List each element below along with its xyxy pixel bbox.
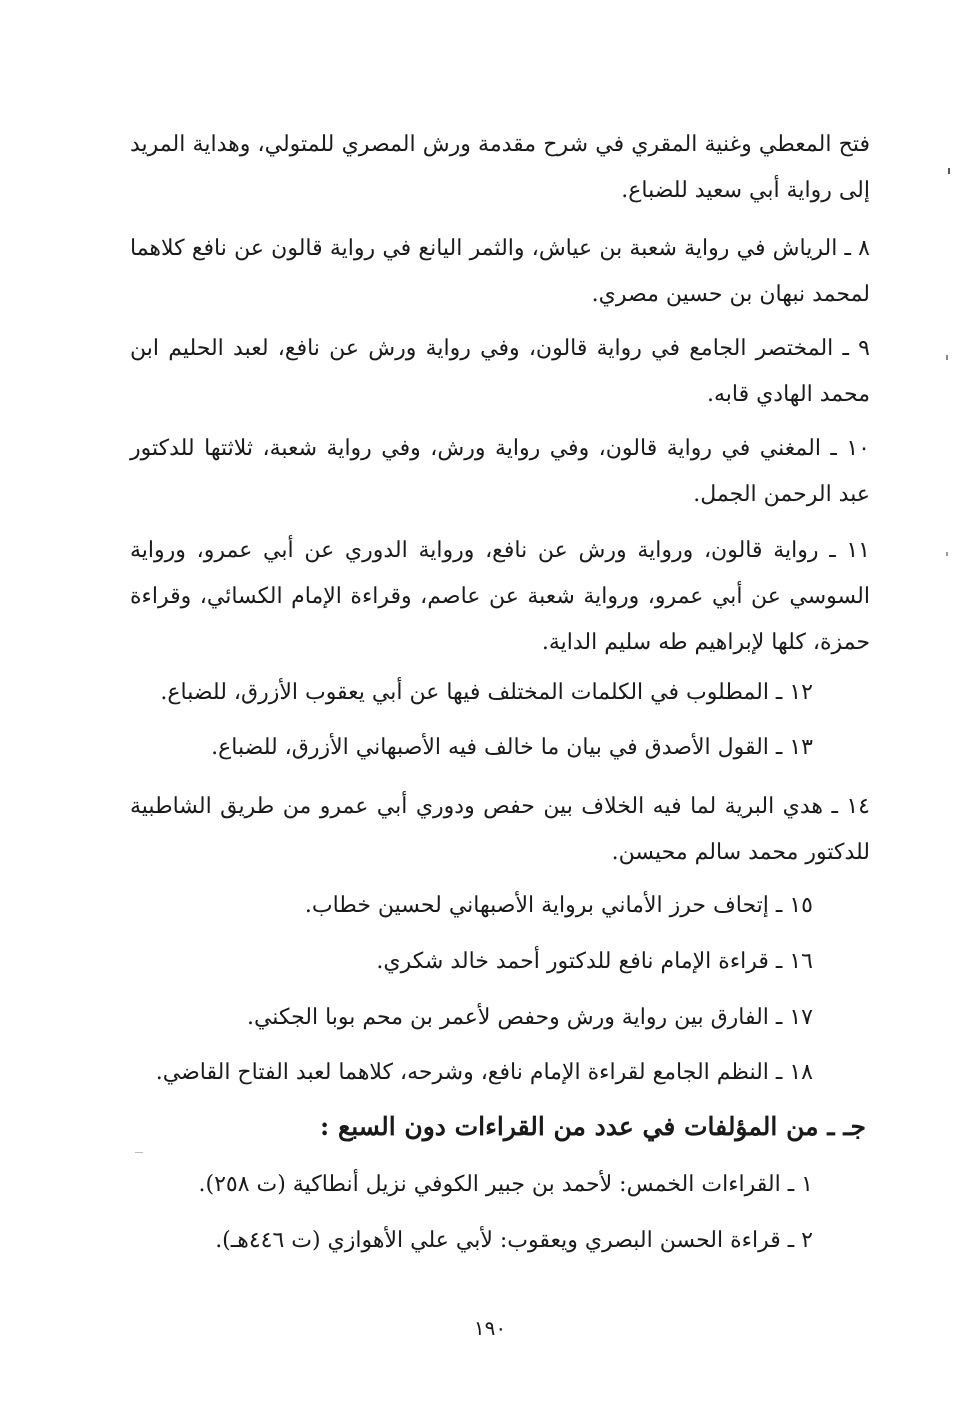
section-item-2: ٢ ـ قراءة الحسن البصري ويعقوب: لأبي علي الأهوازي (ت ٤٤٦هـ).: [215, 1228, 813, 1253]
margin-dash: [135, 1152, 143, 1153]
paragraph-item-16: ١٦ ـ قراءة الإمام نافع للدكتور أحمد خالد شكري.: [376, 949, 813, 974]
paragraph-item-9: ٩ ـ المختصر الجامع في رواية قالون، وفي رواية ورش عن نافع، لعبد الحليم ابن محمد الهادي قابه.: [130, 336, 870, 407]
paragraph-item-11: ١١ ـ رواية قالون، ورواية ورش عن نافع، ورواية الدوري عن أبي عمرو، ورواية السوسي عن أبي عمرو، ورواية شعبة عن عاصم، وقراءة الإمام الكسائي، وقراءة حمزة، كلها لإبراهيم طه سليم الداية.: [130, 538, 870, 655]
section-item-1: ١ ـ القراءات الخمس: لأحمد بن جبير الكوفي نزيل أنطاكية (ت ٢٥٨).: [198, 1172, 813, 1197]
page-number: ١٩٠: [473, 1316, 507, 1340]
paragraph-item-15: ١٥ ـ إتحاف حرز الأماني برواية الأصبهاني لحسين خطاب.: [304, 893, 813, 918]
paragraph-item-10: ١٠ ـ المغني في رواية قالون، وفي رواية ورش، وفي رواية شعبة، ثلاثتها للدكتور عبد الرحمن الجمل.: [130, 436, 870, 507]
paragraph-item-8: ٨ ـ الرياش في رواية شعبة بن عياش، والثمر اليانع في رواية قالون عن نافع كلاهما لمحمد نبهان بن حسين مصري.: [130, 236, 870, 307]
paragraph-item-14: ١٤ ـ هدي البرية لما فيه الخلاف بين حفص ودوري أبي عمرو من طريق الشاطبية للدكتور محمد سالم محيسن.: [130, 794, 870, 865]
paragraph-intro: فتح المعطي وغنية المقري في شرح مقدمة ورش المصري للمتولي، وهداية المريد إلى رواية أبي سعيد للضباع.: [130, 132, 870, 203]
paragraph-item-12: ١٢ ـ المطلوب في الكلمات المختلف فيها عن أبي يعقوب الأزرق، للضباع.: [160, 680, 813, 705]
paragraph-item-17: ١٧ ـ الفارق بين رواية ورش وحفص لأعمر بن محم بوبا الجكني.: [246, 1005, 813, 1030]
paragraph-item-18: ١٨ ـ النظم الجامع لقراءة الإمام نافع، وشرحه، كلاهما لعبد الفتاح القاضي.: [155, 1060, 813, 1085]
section-heading: جـ ـ من المؤلفات في عدد من القراءات دون السبع :: [320, 1112, 866, 1141]
margin-mark: [948, 168, 950, 174]
paragraph-item-13: ١٣ ـ القول الأصدق في بيان ما خالف فيه الأصبهاني الأزرق، للضباع.: [211, 735, 813, 760]
margin-mark: [946, 552, 948, 556]
margin-mark: [946, 355, 948, 360]
